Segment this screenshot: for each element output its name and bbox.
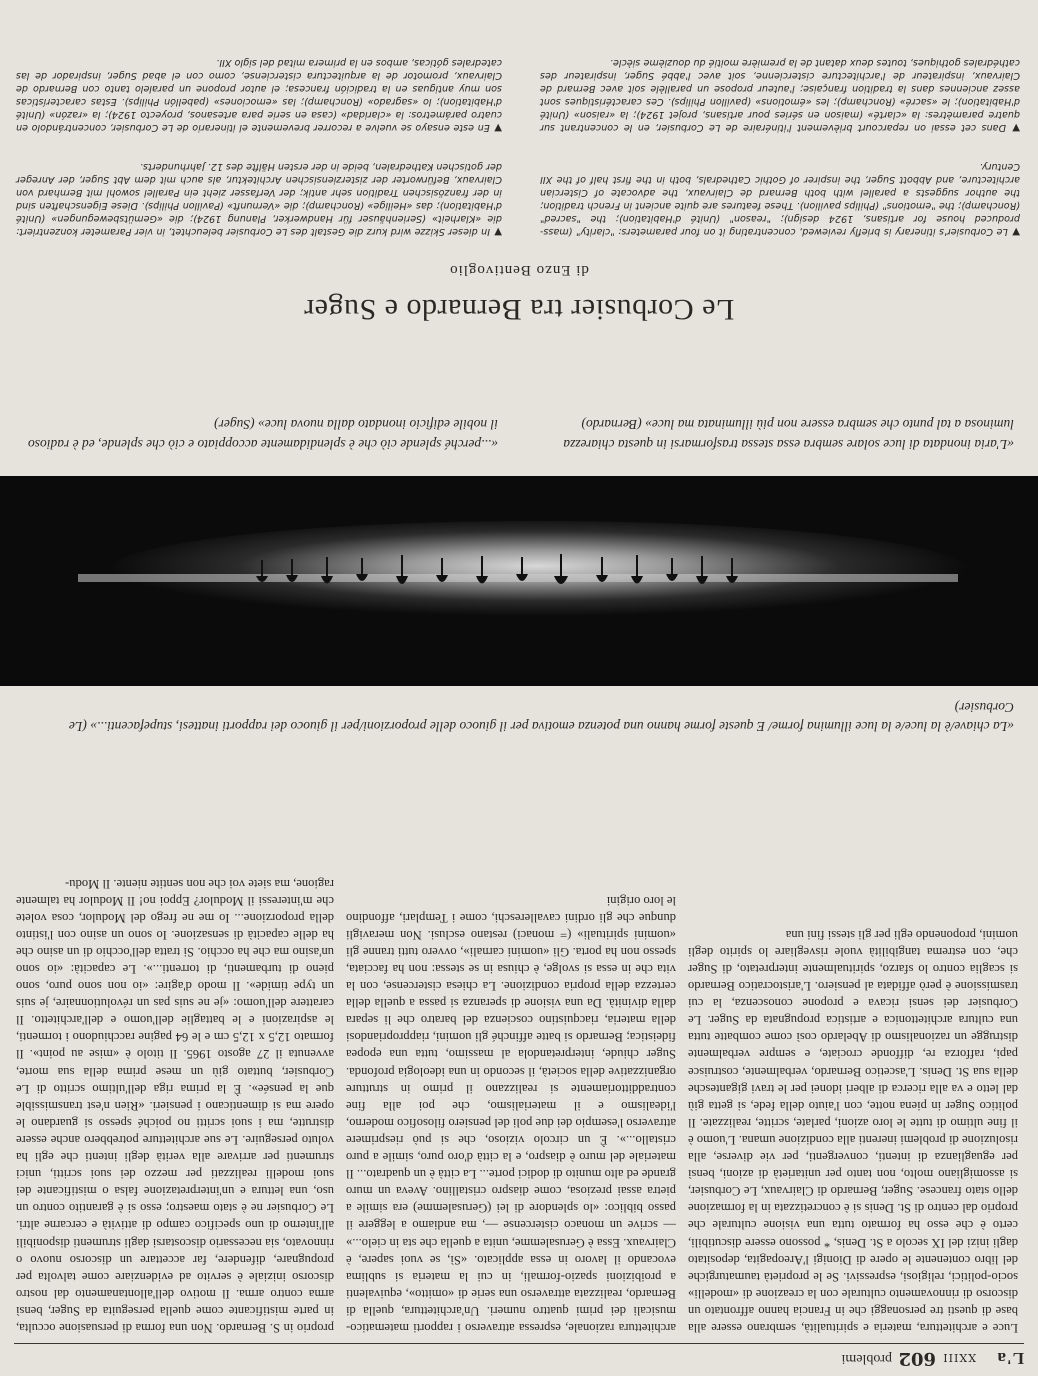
text-column-3 (16, 744, 334, 1336)
abstract-french-text: Dans cet essai on reparcourt brièvement l'itinéraire de Le Corbusier, en le concentrant sur quatre paramètres: la «clarté» (maison en séries pour artisans, projet 1924); la «raison» (Unité d'Habitation); le «sacré» (Ronchamp); les «émotions» (pavillon Philips). Ces caractéristiques sont assez anciennes dans la tradition française; l'auteur propose un parallèle soit avec Bernard de Clairvaux, inspirateur de l'architecture cistercienne, soit avec l'abbé Suger, inspirateur des cathédrales gothiques, toutes deux datant de la première moitié du douzième siècle. (540, 57, 1020, 133)
issue-number: XXIII (942, 1351, 976, 1364)
abstract-french (540, 56, 1020, 134)
column-2-text: architettura razionale, espressa attraverso i rapporti matematico-musicali dei primi quattro numeri. Un'architettura, quella di Bernardo, realizzata attraverso una serie di «omitto», equivalenti a proibizioni spazio-formali, in cui la materia si sublima evocando il lavoro in essa applicato. «Sì, se vuoi sapere, è Clairvaux. Essa è Gerusalemme, unita a quella che sta in cielo...» — scrive un monaco cistercense —, ma andiamo a leggere il passo biblico: «lo splendore di lei (Gerusalemme) era simile a pietra assai preziosa, come diaspro cristallino. Aveva un muro grande ed alto munito di dodici porte... La città è un quadrato... Il materiale del muro è diaspro, e la città d'oro puro, simile a puro cristallo...». È un circolo vizioso, che si può riesprimere attraverso l'esempio dei due poli del pensiero filosofico moderno, l'idealismo e il materialismo, che poi alla fine contraddittoriamente si realizzano il primo in strutture organizzative della società, il secondo in una ideologia profonda. Suger chiude, interpretandola al massimo, tutta una epopea fideistica; Bernardo si batte affinché gli uomini, riappropriandosi della materia, riacquistino coscienza del baratro che li separa dalla divinità. Da una visione di speranza si passa a quella della certezza della propria condizione. La chiesa cistercense, con la vita che in essa si svolge, è chiusa in se stessa: non ha facciata, spesso non ha porta. Gli «uomini carnali», ovvero tutti tranne gli «uomini spirituali» (= monaci) restano esclusi. Non meravigli dunque che gli ordini cavallereschi, come i Templari, affondino le loro origini (346, 893, 676, 1335)
article-author: di Enzo Bentivoglio (449, 262, 589, 278)
abstracts (16, 8, 1020, 238)
magazine-logo: L'a (996, 1349, 1024, 1368)
text-column-1 (688, 744, 1018, 1336)
column-1-text: Luce e architettura, materia e spiritualità, sembrano essere alla base di questi tre personaggi che in Francia hanno affrontato un discorso di rinnovamento culturale con la creazione di «modelli» socio-politici, religiosi, espressivi. Se le proprietà taumaturgiche del libro contenente le opere di Dionigi l'Areopagita, depositato dagli inizi del IX secolo a St. Denis, * possono essere discutibili, certo è che esso ha formato tutta una visione culturale che proprio dal centro di St. Denis si è concretizzata in la formazione dello stato francese. Suger, Bernardo di Clairvaux, Le Corbusier, si assomigliano molto, non tanto per unitarietà di azioni, bensì per eguaglianza di intenti, convergenti, per vie diverse, alla risoluzione di problemi inerenti alla condizione umana. L'uomo è il fine ultimo di tutte le loro azioni, parlate, scritte, realizzate. Il politico Suger in piena notte, con l'aiuto della fede, si getta giù dal letto e va alla ricerca di alberi idonei per le travi gigantesche della sua St. Denis. L'ascetico Bernardo, verbalmente, costruisce papi, rafforza re, diffonde crociate, e sempre verbalmente distrugge un razionalismo di Abelardo così come combatte tutta una cultura architettonica e artistica propugnata da Suger. Le Corbusier dei sensi ricava e propone conoscenza, la cui trasmissione è però affidata al pensiero. L'aristocratico Bernardo si scaglia contro lo sfarzo, spiritualmente interpretato, di Suger che, con estrema tangibilità vuole risvegliare lo spirito degli uomini, proponendo egli per gli stessi fini una (688, 927, 1018, 1335)
text-column-2 (346, 744, 676, 1336)
abstract-german (16, 160, 502, 238)
photo-graphic (0, 476, 1038, 686)
article-title: Le Corbusier tra Bernardo e Suger (303, 293, 735, 326)
photo-dark-light-figures-icon (0, 476, 1038, 686)
abstract-german-text: In dieser Skizze wird kurz die Gestalt des Le Corbusier beleuchtet, in vier Parameter konzentriert: die «Klarheit» (Serienhäuser für Handwerker, Planung 1924); die «Gemütsbewegungen» (Unité d'Habitation); das «Heilige» (Ronchamp); die «Vernunft» (Pavillon Philips). Diese Eigenschaften sind in der französischen Tradition sehr antik; der Verfasser zieht ein Parallel sowohl mit Bernhard von Clairvaux, Befürworter der zisterziensischen Architektur, als auch mit dem Abt Suger, der Anreger der gotischen Kathedralen, beide in der ersten Hälfte des 12. Jahrhunderts. (16, 161, 502, 237)
abstract-english (540, 160, 1020, 238)
abstract-spanish (16, 56, 502, 134)
triangle-icon: ▼ (1011, 226, 1020, 237)
page-number: 602 (898, 1348, 936, 1369)
suger-quote: «...perché splende ciò che è splendidamente accoppiato e ciò che splende, ed è radioso il nobile edificio inondato dalla nuova luce» (Suger) (28, 417, 498, 452)
le-corbusier-quote: «La chiave/è la luce/e la luce illumina forme/ E queste forme hanno una potenza emotiva per il giuoco delle proporzioni/per il giuoco dei rapporti inattesi, stupefacenti...» (Le Corbusier) (68, 700, 1014, 734)
abstract-english-text: Le Corbusier's itinerary is briefly reviewed, concentrating it on four parameters: "clarity" (mass-produced house for artisans, 1924 design); "reason" (Unité d'Habitation); the "sacred" (Ronchamp); the "emotions" (Philips pavilion). These features are quite ancient in French tradition; the author suggests a parallel with both Bernard de Clairvaux, the advocate of Cistercian architecture, and Abbott Suger, the inspirer of Gothic Cathedrals, both in the first half of the XII Century. (539, 161, 1020, 237)
triangle-icon: ▼ (493, 122, 502, 133)
epigraphs (0, 336, 1038, 466)
triangle-icon: ▼ (1009, 122, 1020, 133)
column-3-text: proprio in S. Bernardo. Non una forma di persuasione occulta, in parte mistificante come quella perseguita da Suger, bensì arma contro arma. Il motivo dell'allontanamento dal nostro discorso iniziale è servito ad evidenziare come talvolta per propugnare, difendere, far accettare un discorso nuovo o rinnovato, sia necessario discostarsi dagli strumenti disponibili all'interno di uno specifico campo di attività e cercarne altri. Le Corbusier ne è stato maestro; esso si è garantito contro un uso, una lettura e un'interpretazione falsa o mistificante dei suoi modelli realizzati per mezzo dei suoi scritti, unici strumenti per arrivare alla verità degli intenti che egli ha voluto perseguire. Le sue architetture potrebbero anche essere distrutte, ma i suoi scritti no poiché spesso si guardano le opere ma si dimenticano i pensieri. «Rien n'est transmissible que la pensée». È la prima riga dell'ultimo scritto di Le Corbusier, buttato giù un mese prima della sua morte, avvenuta il 27 agosto 1965. Il titolo è «mise au point». Il formato 12,5 x 12,5 cm e le 64 pagine racchiudono i tormenti, le aspirazioni e le battaglie dell'uomo e dell'architetto. Il carattere dell'uomo: «je ne suis pas un révolutionnaire, je suis un type timide». Il modo d'agire: «io non sono puro, sono pieno di turbamenti, di torrenti...». Le capacità: «io sono un'asino ma che ha occhio. Si tratta dell'occhio di un asino che ha delle capacità di sensazione. Io sono un asino con l'istinto della proporzione... Io me ne frego del Modulor, cosa volete che m'interessi il Modulor? Eppoi no! Il Modulor ha talmente ragione, ma siete voi che non sentite niente. Il Modu- (16, 876, 334, 1335)
abstract-spanish-text: En este ensayo se vuelve a recorrer brevemente el itinerario de Le Corbusier, concentrándolo en cuatro parámetros: la «claridad» (casa en serie para artesanos, proyecto 1924); la «razón» (Unité d'Habitation); lo «sagrado» (Ronchamp); las «emociones» (pabellón Philips). Estas características son muy antiguas en la tradición francesa; el autor propone un paralelo tanto con Bernardo de Clairvaux, promotor de la arquitectura cisterciense, como con el abad Suger, inspirador de las catedrales góticas, ambos en la primera mitad del siglo XII. (16, 57, 502, 133)
bernardo-quote: «L'aria inondata di luce solare sembra essa stessa trasformarsi in questa chiarezza luminosa a tal punto che sembra essere non più illuminata ma luce» (Bernardo) (563, 417, 1014, 452)
triangle-icon: ▼ (493, 226, 502, 237)
page-header (14, 1343, 1024, 1370)
section-name: problemi (841, 1351, 892, 1366)
